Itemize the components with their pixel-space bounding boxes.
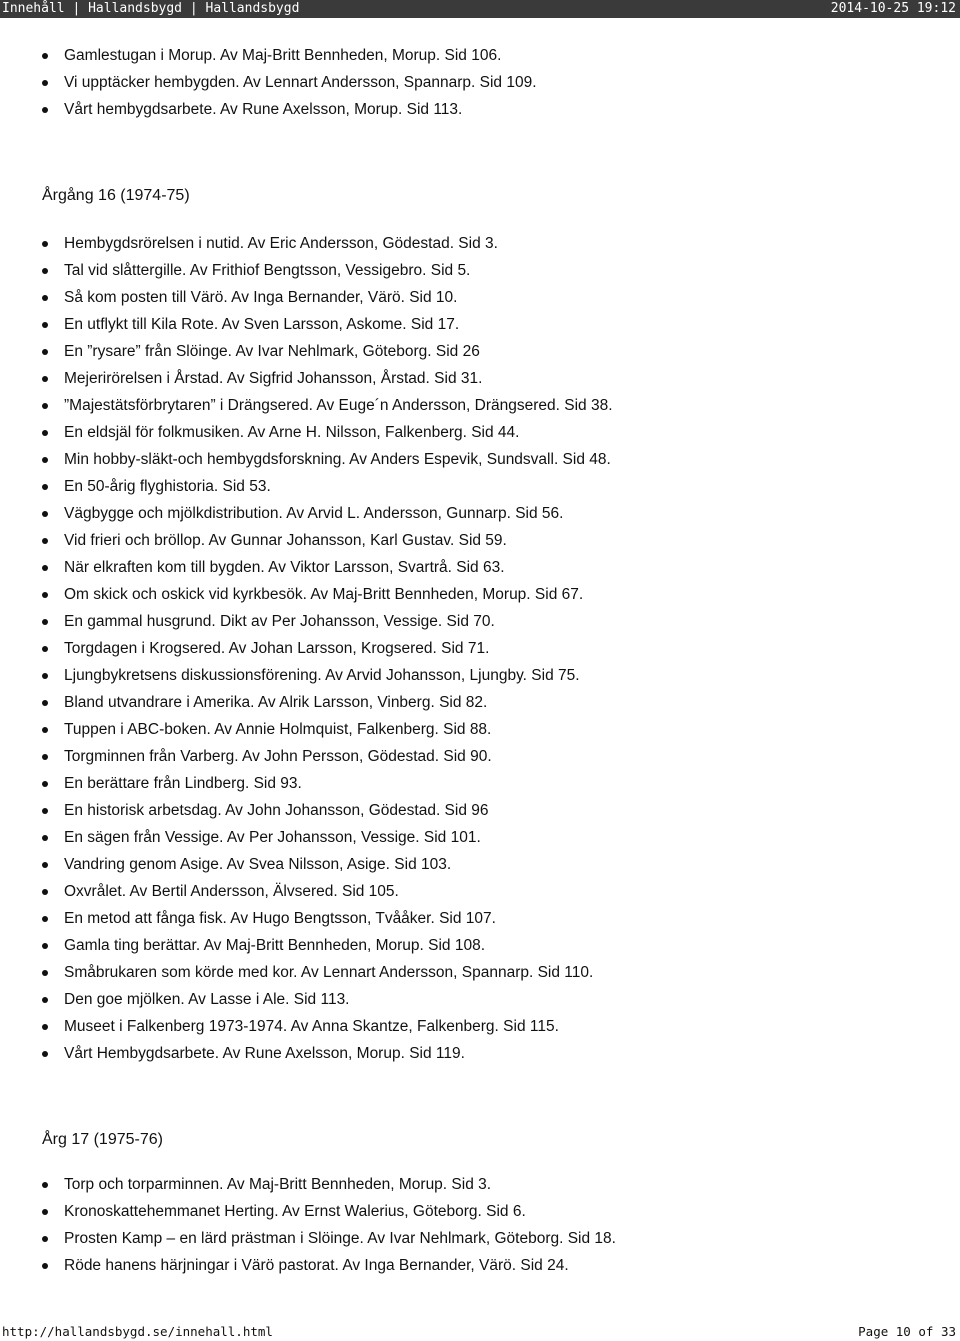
bullet-icon bbox=[42, 1236, 48, 1242]
print-datetime: 2014-10-25 19:12 bbox=[830, 1, 956, 16]
list-item-text: Vägbygge och mjölkdistribution. Av Arvid L. Andersson, Gunnarp. Sid 56. bbox=[64, 505, 564, 522]
bullet-icon bbox=[42, 700, 48, 706]
bullet-icon bbox=[42, 646, 48, 652]
bullet-icon bbox=[42, 457, 48, 463]
list-item-text: En eldsjäl för folkmusiken. Av Arne H. Nilsson, Falkenberg. Sid 44. bbox=[64, 424, 520, 441]
bullet-icon bbox=[42, 835, 48, 841]
bullet-icon bbox=[42, 80, 48, 86]
list-item-text: En berättare från Lindberg. Sid 93. bbox=[64, 775, 302, 792]
bullet-icon bbox=[42, 1209, 48, 1215]
bullet-icon bbox=[42, 322, 48, 328]
bullet-icon bbox=[42, 943, 48, 949]
bullet-icon bbox=[42, 1182, 48, 1188]
bullet-icon bbox=[42, 430, 48, 436]
bullet-icon bbox=[42, 862, 48, 868]
bullet-icon bbox=[42, 241, 48, 247]
bullet-icon bbox=[42, 673, 48, 679]
list-item-text: Kronoskattehemmanet Herting. Av Ernst Walerius, Göteborg. Sid 6. bbox=[64, 1203, 526, 1220]
year-heading-16: Årgång 16 (1974-75) bbox=[42, 187, 190, 204]
bullet-icon bbox=[42, 295, 48, 301]
bullet-icon bbox=[42, 1263, 48, 1269]
list-item-text: Vårt hembygdsarbete. Av Rune Axelsson, Morup. Sid 113. bbox=[64, 101, 463, 118]
page-number: Page 10 of 33 bbox=[858, 1324, 956, 1339]
bullet-icon bbox=[42, 565, 48, 571]
bullet-icon bbox=[42, 592, 48, 598]
list-item-text: ”Majestätsförbrytaren” i Drängsered. Av Euge´n Andersson, Drängsered. Sid 38. bbox=[64, 397, 613, 414]
bullet-icon bbox=[42, 808, 48, 814]
bullet-icon bbox=[42, 376, 48, 382]
list-item-text: Ljungbykretsens diskussionsförening. Av Arvid Johansson, Ljungby. Sid 75. bbox=[64, 667, 580, 684]
list-item-text: Prosten Kamp – en lärd prästman i Slöinge. Av Ivar Nehlmark, Göteborg. Sid 18. bbox=[64, 1230, 616, 1247]
list-item-text: En utflykt till Kila Rote. Av Sven Larsson, Askome. Sid 17. bbox=[64, 316, 460, 333]
bullet-icon bbox=[42, 349, 48, 355]
list-item-text: Torgdagen i Krogsered. Av Johan Larsson, Krogsered. Sid 71. bbox=[64, 640, 490, 657]
bullet-icon bbox=[42, 781, 48, 787]
list-item-text: Röde hanens härjningar i Värö pastorat. Av Inga Bernander, Värö. Sid 24. bbox=[64, 1257, 569, 1274]
bullet-icon bbox=[42, 970, 48, 976]
print-header bbox=[0, 0, 960, 18]
list-item-text: Bland utvandrare i Amerika. Av Alrik Larsson, Vinberg. Sid 82. bbox=[64, 694, 488, 711]
list-item-text: Så kom posten till Värö. Av Inga Bernander, Värö. Sid 10. bbox=[64, 289, 458, 306]
list-item-text: Min hobby-släkt-och hembygdsforskning. Av Anders Espevik, Sundsvall. Sid 48. bbox=[64, 451, 611, 468]
bullet-icon bbox=[42, 484, 48, 490]
list-item-text: En historisk arbetsdag. Av John Johansson, Gödestad. Sid 96 bbox=[64, 802, 489, 819]
list-item-text: En gammal husgrund. Dikt av Per Johansson, Vessige. Sid 70. bbox=[64, 613, 495, 630]
list-item-text: Torp och torparminnen. Av Maj-Britt Bennheden, Morup. Sid 3. bbox=[64, 1176, 492, 1193]
list-item-text: En 50-årig flyghistoria. Sid 53. bbox=[64, 478, 271, 495]
bullet-icon bbox=[42, 403, 48, 409]
bullet-icon bbox=[42, 889, 48, 895]
list-item-text: Vid frieri och bröllop. Av Gunnar Johansson, Karl Gustav. Sid 59. bbox=[64, 532, 507, 549]
bullet-icon bbox=[42, 997, 48, 1003]
list-item-text: Gamla ting berättar. Av Maj-Britt Bennheden, Morup. Sid 108. bbox=[64, 937, 486, 954]
bullet-icon bbox=[42, 1051, 48, 1057]
bullet-icon bbox=[42, 511, 48, 517]
list-item-text: Vårt Hembygdsarbete. Av Rune Axelsson, Morup. Sid 119. bbox=[64, 1045, 465, 1062]
page-url: http://hallandsbygd.se/innehall.html bbox=[2, 1324, 273, 1339]
list-item-text: Vi upptäcker hembygden. Av Lennart Andersson, Spannarp. Sid 109. bbox=[64, 74, 537, 91]
list-item-text: En metod att fånga fisk. Av Hugo Bengtsson, Tvååker. Sid 107. bbox=[64, 910, 496, 927]
bullet-icon bbox=[42, 619, 48, 625]
list-item-text: En ”rysare” från Slöinge. Av Ivar Nehlmark, Göteborg. Sid 26 bbox=[64, 343, 480, 360]
list-item-text: Torgminnen från Varberg. Av John Persson, Gödestad. Sid 90. bbox=[64, 748, 492, 765]
page-title: Innehåll | Hallandsbygd | Hallandsbygd bbox=[2, 1, 300, 16]
print-footer bbox=[0, 1321, 960, 1341]
year-heading-17: Årg 17 (1975-76) bbox=[42, 1131, 163, 1148]
list-item-text: En sägen från Vessige. Av Per Johansson, Vessige. Sid 101. bbox=[64, 829, 481, 846]
bullet-icon bbox=[42, 538, 48, 544]
bullet-icon bbox=[42, 754, 48, 760]
bullet-icon bbox=[42, 916, 48, 922]
bullet-icon bbox=[42, 53, 48, 59]
bullet-icon bbox=[42, 727, 48, 733]
list-item-text: Mejerirörelsen i Årstad. Av Sigfrid Johansson, Årstad. Sid 31. bbox=[64, 370, 483, 387]
bullet-icon bbox=[42, 1024, 48, 1030]
bullet-icon bbox=[42, 268, 48, 274]
list-item-text: Tal vid slåttergille. Av Frithiof Bengtsson, Vessigebro. Sid 5. bbox=[64, 262, 471, 279]
list-item-text: Museet i Falkenberg 1973-1974. Av Anna Skantze, Falkenberg. Sid 115. bbox=[64, 1018, 559, 1035]
list-item-text: När elkraften kom till bygden. Av Viktor Larsson, Svartrå. Sid 63. bbox=[64, 559, 505, 576]
list-item-text: Oxvrålet. Av Bertil Andersson, Älvsered. Sid 105. bbox=[64, 883, 399, 900]
bullet-icon bbox=[42, 107, 48, 113]
list-item-text: Den goe mjölken. Av Lasse i Ale. Sid 113. bbox=[64, 991, 350, 1008]
list-item-text: Småbrukaren som körde med kor. Av Lennart Andersson, Spannarp. Sid 110. bbox=[64, 964, 594, 981]
list-item-text: Vandring genom Asige. Av Svea Nilsson, Asige. Sid 103. bbox=[64, 856, 452, 873]
list-item-text: Gamlestugan i Morup. Av Maj-Britt Bennheden, Morup. Sid 106. bbox=[64, 47, 502, 64]
list-item-text: Hembygdsrörelsen i nutid. Av Eric Andersson, Gödestad. Sid 3. bbox=[64, 235, 498, 252]
list-item-text: Om skick och oskick vid kyrkbesök. Av Maj-Britt Bennheden, Morup. Sid 67. bbox=[64, 586, 584, 603]
list-item-text: Tuppen i ABC-boken. Av Annie Holmquist, Falkenberg. Sid 88. bbox=[64, 721, 492, 738]
